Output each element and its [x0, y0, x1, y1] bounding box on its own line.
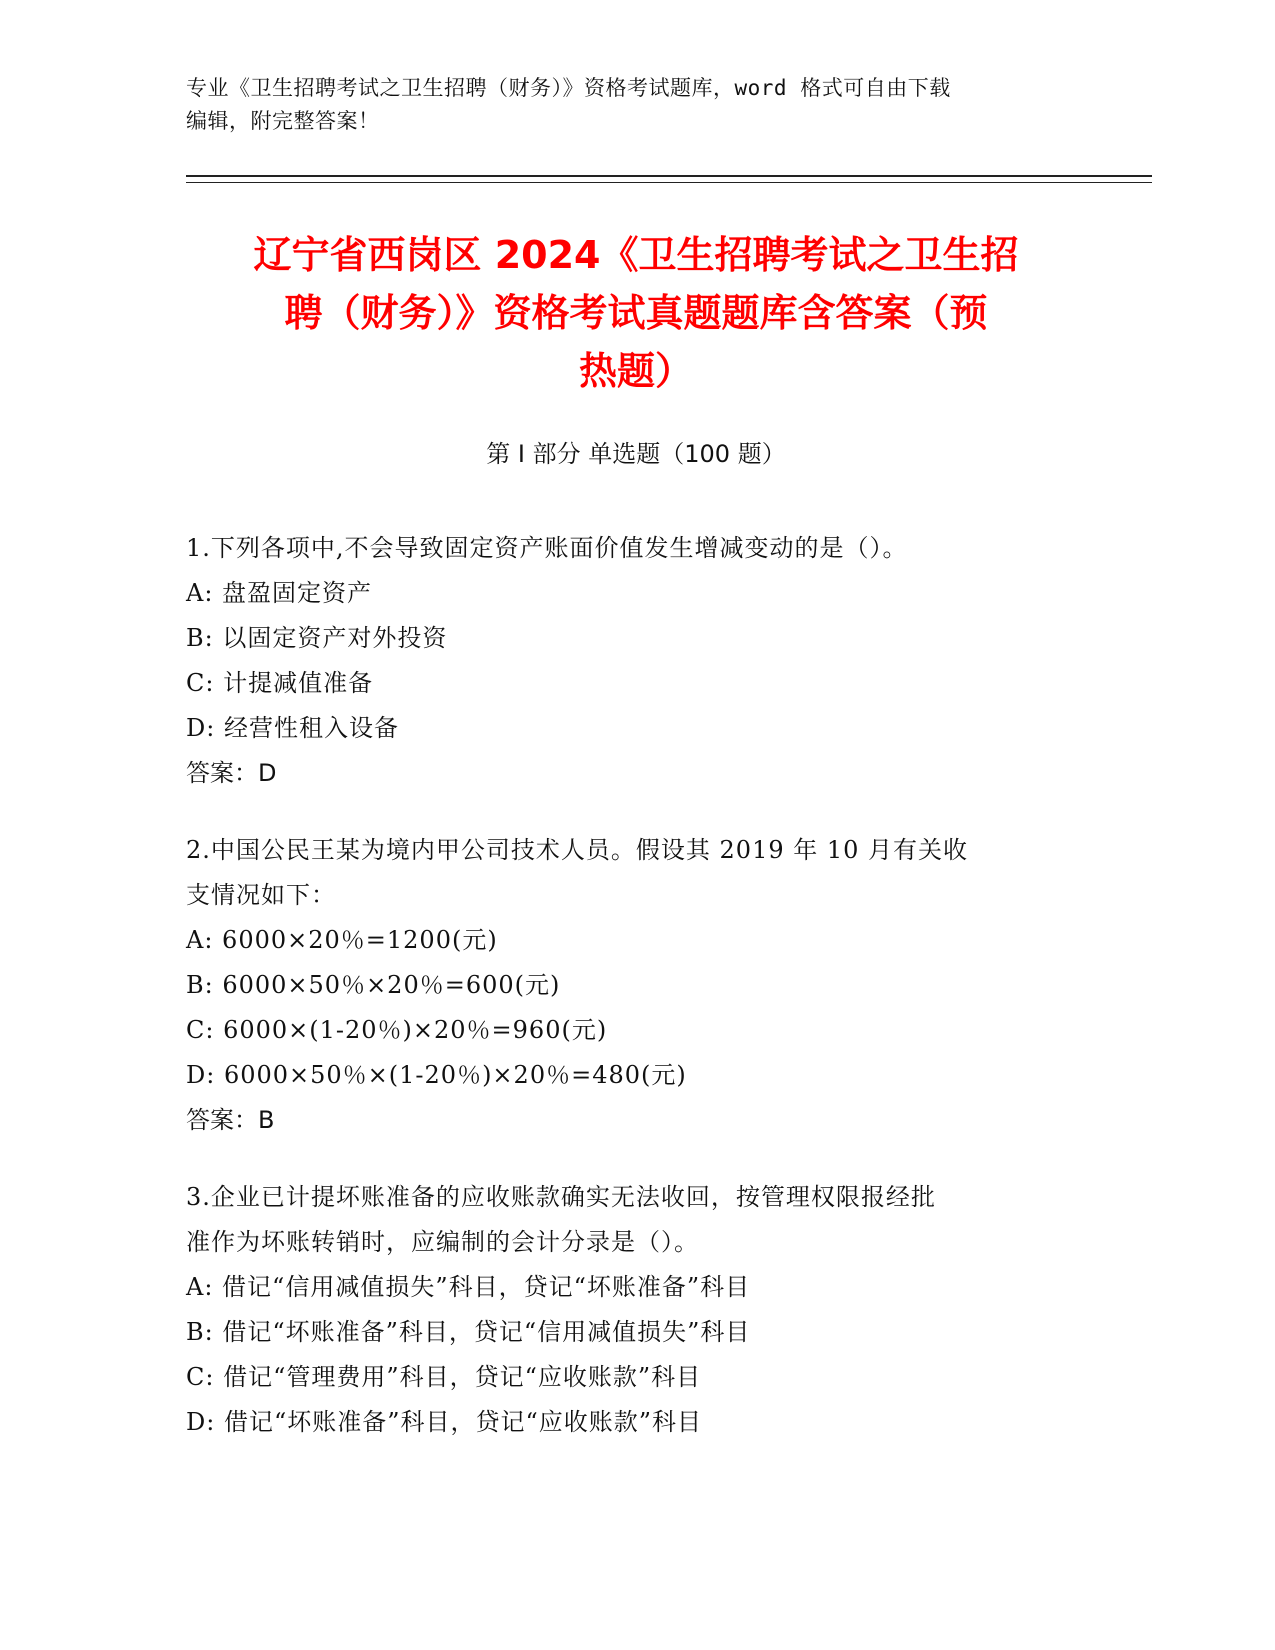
header-divider: [186, 175, 1152, 177]
question-2: [186, 828, 1066, 1143]
option-a: A: 借记“信用减值损失”科目，贷记“坏账准备”科目: [186, 1273, 751, 1301]
question-text: 3.企业已计提坏账准备的应收账款确实无法收回，按管理权限报经批: [186, 1183, 936, 1211]
option-d: D: 经营性租入设备: [186, 714, 399, 742]
option-b: B: 以固定资产对外投资: [186, 624, 448, 652]
option-a: A: 盘盈固定资产: [186, 579, 373, 607]
question-text: 2.中国公民王某为境内甲公司技术人员。假设其 2019 年 10 月有关收: [186, 836, 969, 864]
question-list: [186, 526, 1066, 1477]
title-line: 聘（财务）》资格考试真题题库含答案（预: [284, 291, 988, 335]
document-title: [186, 226, 1086, 400]
option-d: D: 借记“坏账准备”科目，贷记“应收账款”科目: [186, 1408, 703, 1436]
question-text: 1.下列各项中,不会导致固定资产账面价值发生增减变动的是（）。: [186, 534, 908, 562]
title-line: 辽宁省西岗区 2024《卫生招聘考试之卫生招: [253, 233, 1019, 277]
question-text: 准作为坏账转销时，应编制的会计分录是（）。: [186, 1228, 699, 1256]
header-note-line: 编辑，附完整答案！: [186, 109, 380, 133]
question-1: [186, 526, 1066, 796]
title-line: 热题）: [578, 349, 693, 393]
option-c: C: 计提减值准备: [186, 669, 374, 697]
header-note-line: 专业《卫生招聘考试之卫生招聘（财务）》资格考试题库，word 格式可自由下载: [186, 76, 951, 100]
section-heading: 第 I 部分 单选题（100 题）: [486, 440, 786, 468]
option-c: C: 6000×(1-20％)×20％=960(元): [186, 1016, 608, 1044]
question-text: 支情况如下：: [186, 881, 336, 909]
option-d: D: 6000×50％×(1-20％)×20％=480(元): [186, 1061, 687, 1089]
option-a: A: 6000×20％=1200(元): [186, 926, 498, 954]
header-divider-thin: [186, 182, 1152, 183]
header-note: [186, 72, 1086, 138]
option-b: B: 借记“坏账准备”科目，贷记“信用减值损失”科目: [186, 1318, 751, 1346]
option-b: B: 6000×50％×20％=600(元): [186, 971, 561, 999]
option-c: C: 借记“管理费用”科目，贷记“应收账款”科目: [186, 1363, 702, 1391]
question-3: [186, 1175, 1066, 1445]
answer: 答案：B: [186, 1106, 275, 1134]
answer: 答案：D: [186, 759, 277, 787]
